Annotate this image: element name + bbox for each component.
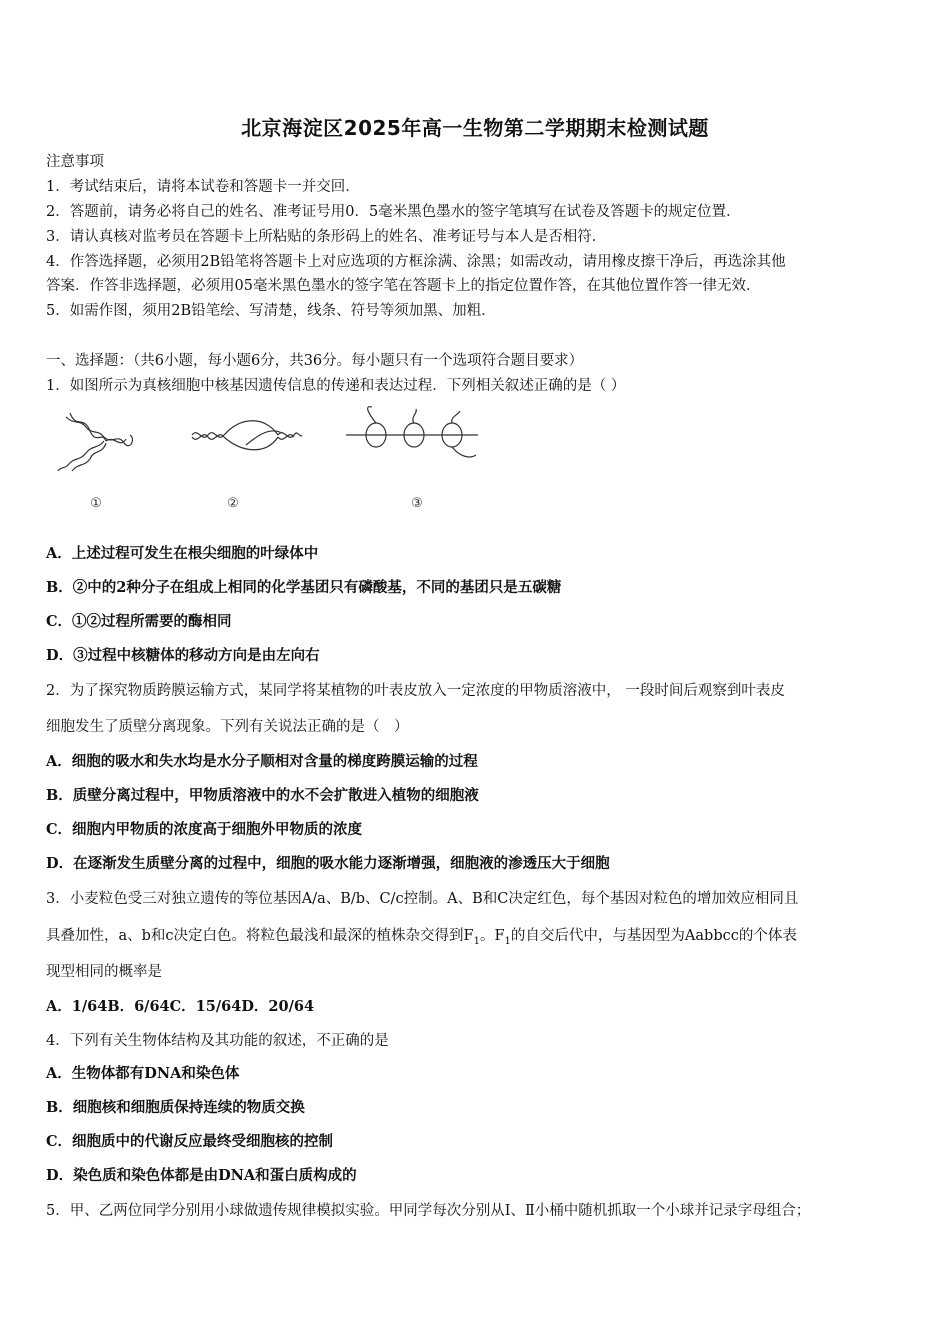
- replication-sketch: [58, 413, 132, 471]
- q2-option-b: B．质壁分离过程中，甲物质溶液中的水不会扩散进入植物的细胞液: [46, 787, 479, 804]
- q4-option-c: C．细胞质中的代谢反应最终受细胞核的控制: [46, 1133, 334, 1150]
- fig-label-1: ①: [90, 496, 102, 511]
- fig-label-2: ②: [227, 496, 239, 511]
- q4-stem: 4．下列有关生物体结构及其功能的叙述，不正确的是: [46, 1033, 389, 1049]
- notice-item-3: 3．请认真核对监考员在答题卡上所粘贴的条形码上的姓名、准考证号与本人是否相符．: [46, 229, 607, 245]
- notice-item-2: 2．答题前，请务必将自己的姓名、准考证号用0．5毫米黑色墨水的签字笔填写在试卷及答题卡的规定位置．: [46, 204, 741, 220]
- q2-stem-line1: 2．为了探究物质跨膜运输方式，某同学将某植物的叶表皮放入一定浓度的甲物质溶液中， 一段时间后观察到叶表皮: [46, 683, 785, 699]
- q1-stem: 1．如图所示为真核细胞中核基因遗传信息的传递和表达过程．下列相关叙述正确的是（ ）: [46, 378, 626, 394]
- q1-option-b: B．②中的2种分子在组成上相同的化学基团只有磷酸基，不同的基团只是五碳糖: [46, 579, 562, 596]
- q3-stem-line2: 具叠加性，a、b和c决定白色。将粒色最浅和最深的植株杂交得到$F_1$。$F_1$的自交后代中，与基因型为Aabbcc的个体表: [46, 928, 797, 947]
- q1-option-c: C．①②过程所需要的酶相同: [46, 613, 232, 630]
- q5-stem: 5．甲、乙两位同学分别用小球做遗传规律模拟实验。甲同学每次分别从Ⅰ、Ⅱ小桶中随机抓取一个小球并记录字母组合；: [46, 1203, 811, 1219]
- q2-option-c: C．细胞内甲物质的浓度高于细胞外甲物质的浓度: [46, 821, 363, 838]
- q4-option-a: A．生物体都有DNA和染色体: [46, 1065, 240, 1082]
- notice-item-4-cont: 答案．作答非选择题，必须用05毫米黑色墨水的签字笔在答题卡上的指定位置作答，在其他位置作答一律无效．: [46, 278, 761, 294]
- q2-option-a: A．细胞的吸水和失水均是水分子顺相对含量的梯度跨膜运输的过程: [46, 753, 478, 770]
- q3-stem-line3: 现型相同的概率是: [46, 964, 162, 980]
- fig-label-3: ③: [411, 496, 423, 511]
- q4-option-b: B．细胞核和细胞质保持连续的物质交换: [46, 1099, 305, 1116]
- notice-item-4: 4．作答选择题，必须用2B铅笔将答题卡上对应选项的方框涂满、涂黑；如需改动，请用橡皮擦干净后，再选涂其他: [46, 254, 786, 270]
- q1-option-d: D．③过程中核糖体的移动方向是由左向右: [46, 647, 320, 664]
- section-heading: 一、选择题：（共6小题，每小题6分，共36分。每小题只有一个选项符合题目要求）: [46, 353, 584, 369]
- page-title: 北京海淀区2025年高一生物第二学期期末检测试题: [241, 116, 709, 140]
- q3-options: A．1/64B．6/64C．15/64D．20/64: [46, 998, 315, 1015]
- notice-item-1: 1．考试结束后，请将本试卷和答题卡一并交回．: [46, 179, 360, 195]
- q3-stem-line1: 3．小麦粒色受三对独立遗传的等位基因A/a、B/b、C/c控制。A、B和C决定红色，每个基因对粒色的增加效应相同且: [46, 891, 799, 907]
- transcription-sketch: [192, 421, 302, 450]
- q2-stem-line2: 细胞发生了质壁分离现象。下列有关说法正确的是（ ）: [46, 719, 409, 735]
- q4-option-d: D．染色质和染色体都是由DNA和蛋白质构成的: [46, 1167, 357, 1184]
- notice-heading: 注意事项: [46, 154, 104, 170]
- gene-expression-figure: [46, 405, 506, 520]
- q2-option-d: D．在逐渐发生质壁分离的过程中，细胞的吸水能力逐渐增强，细胞液的渗透压大于细胞: [46, 855, 610, 872]
- q1-option-a: A．上述过程可发生在根尖细胞的叶绿体中: [46, 545, 319, 562]
- translation-sketch: [346, 407, 478, 457]
- notice-item-5: 5．如需作图，须用2B铅笔绘、写清楚，线条、符号等须加黑、加粗．: [46, 303, 496, 319]
